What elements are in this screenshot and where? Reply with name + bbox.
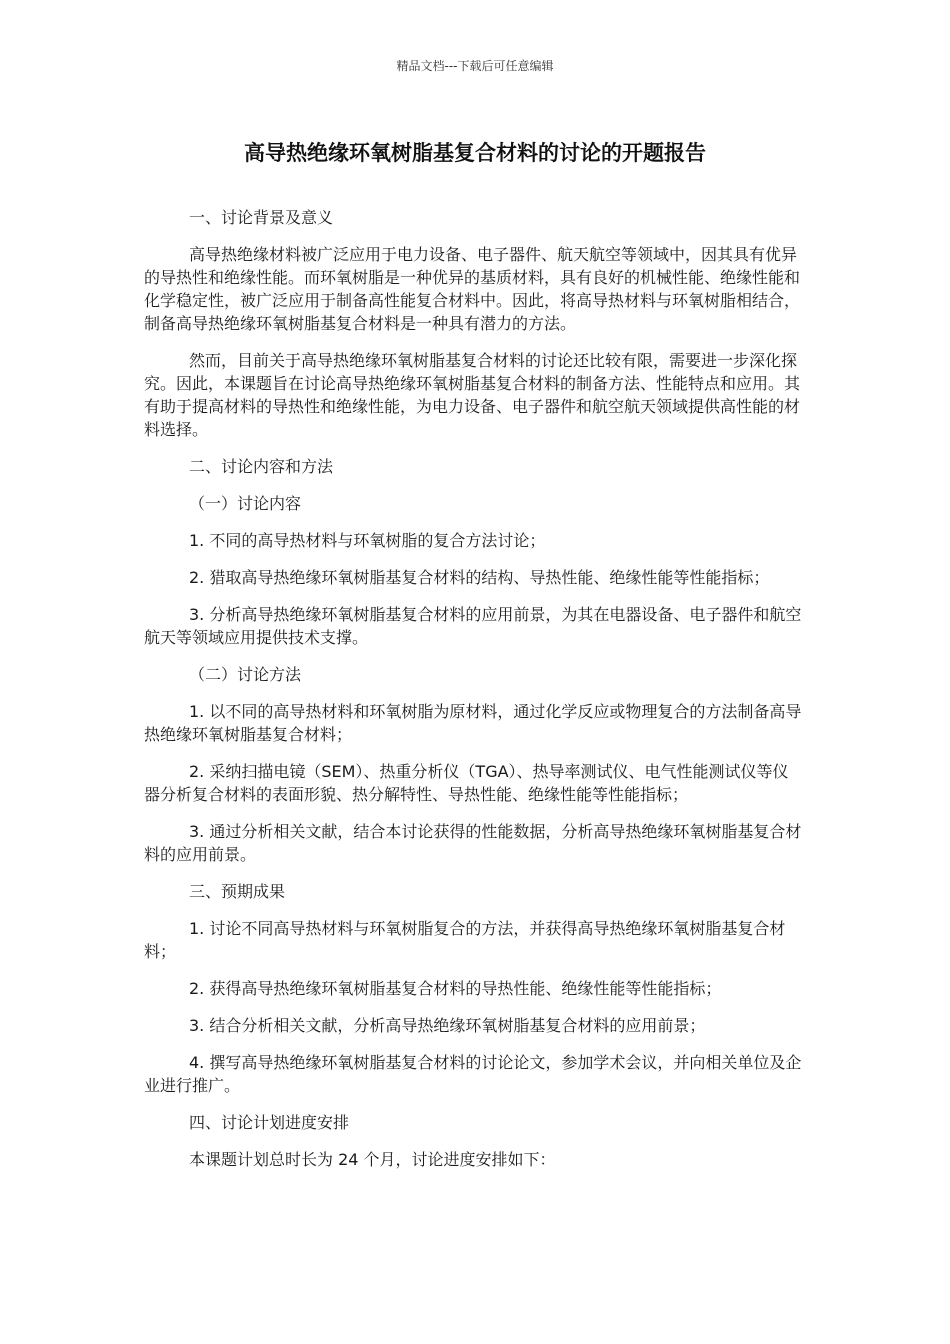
page-header: 精品文档---下载后可任意编辑 [396, 59, 554, 73]
paragraph: 高导热绝缘材料被广泛应用于电力设备、电子器件、航天航空等领域中，因其具有优异的导热性和绝缘性能。而环氧树脂是一种优异的基质材料，具有良好的机械性能、绝缘性能和化学稳定性，被广泛应用于制备高性能复合材料中。因此，将高导热材料与环氧树脂相结合，制备高导热绝缘环氧树脂基复合材料是一种具有潜力的方法。 [144, 245, 801, 333]
paragraph: 本课题计划总时长为 24 个月，讨论进度安排如下： [189, 1150, 556, 1169]
list-item: 3. 通过分析相关文献，结合本讨论获得的性能数据，分析高导热绝缘环氧树脂基复合材料的应用前景。 [144, 822, 802, 864]
list-item: 2. 猎取高导热绝缘环氧树脂基复合材料的结构、导热性能、绝缘性能等性能指标； [189, 568, 770, 587]
list-item: 4. 撰写高导热绝缘环氧树脂基复合材料的讨论论文，参加学术会议，并向相关单位及企业进行推广。 [144, 1053, 802, 1095]
list-item: 3. 分析高导热绝缘环氧树脂基复合材料的应用前景，为其在电器设备、电子器件和航空航天等领域应用提供技术支撑。 [144, 605, 802, 647]
subsection-heading: （二）讨论方法 [189, 665, 302, 684]
list-item: 1. 讨论不同高导热材料与环氧树脂复合的方法，并获得高导热绝缘环氧树脂基复合材料； [144, 919, 786, 961]
section-heading: 二、讨论内容和方法 [189, 457, 334, 476]
paragraph: 然而，目前关于高导热绝缘环氧树脂基复合材料的讨论还比较有限，需要进一步深化探究。因此，本课题旨在讨论高导热绝缘环氧树脂基复合材料的制备方法、性能特点和应用。其有助于提高材料的导热性和绝缘性能，为电力设备、电子器件和航空航天领域提供高性能的材料选择。 [144, 351, 801, 439]
list-item: 2. 获得高导热绝缘环氧树脂基复合材料的导热性能、绝缘性能等性能指标； [189, 979, 722, 998]
document-title: 高导热绝缘环氧树脂基复合材料的讨论的开题报告 [244, 141, 706, 165]
list-item: 2. 采纳扫描电镜（SEM）、热重分析仪（TGA）、热导率测试仪、电气性能测试仪等仪器分析复合材料的表面形貌、热分解特性、导热性能、绝缘性能等性能指标； [144, 762, 789, 804]
section-heading: 一、讨论背景及意义 [189, 208, 334, 227]
list-item: 3. 结合分析相关文献，分析高导热绝缘环氧树脂基复合材料的应用前景； [189, 1016, 706, 1035]
section-heading: 三、预期成果 [189, 882, 286, 901]
section-heading: 四、讨论计划进度安排 [189, 1113, 350, 1132]
document-body [144, 206, 804, 1171]
list-item: 1. 不同的高导热材料与环氧树脂的复合方法讨论； [189, 531, 546, 550]
subsection-heading: （一）讨论内容 [189, 494, 302, 513]
list-item: 1. 以不同的高导热材料和环氧树脂为原材料，通过化学反应或物理复合的方法制备高导热绝缘环氧树脂基复合材料； [144, 702, 802, 744]
